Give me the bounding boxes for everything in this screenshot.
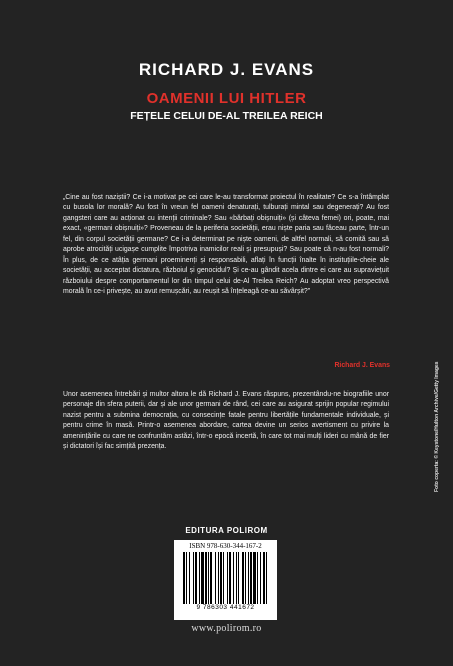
book-description: Unor asemenea întrebări și multor altora le dă Richard J. Evans răspuns, prezentându-ne biografiile unor personaje din sfera puterii, dar și ale unor germani de rând, cei care au asigurat sprijin popular regimului nazist pentru a submina democrația, cu consecințe fatale pentru libertățile fundamentale individuale, și pentru crime în masă. Printr-o asemenea abordare, cartea devine un serios avertisment cu privire la amenințările cu care ne confruntăm astăzi, într-o epocă incertă, în care tot mai mulți lideri cu mână de fier și dictatori își fac simțită prezența. xyxy=(63,391,389,451)
isbn-barcode xyxy=(174,540,277,620)
photo-credit: Foto coperta: © Keystone/Hulton Archive/Getty Images xyxy=(434,361,440,492)
publisher-website: www.polirom.ro xyxy=(191,623,262,634)
author-quote: „Cine au fost naziștii? Ce i-a motivat pe cei care le-au transformat proiectul în realitate? Ce s-a întâmplat cu busola lor morală? Au fost în vreun fel oameni denaturați, tulburați mintal sau degenerați? Au fost gangsteri care au acționat cu intenții criminale? Sau «bărbați obișnuiți» (și câteva femei) ori, poate, mai exact, «germani obișnuiți»? Proveneau de la periferia societății, erau niște paria sau făceau parte, într-un fel, din corpul societății germane? Ce i-a determinat pe niște oameni, de altfel normali, să comită sau să aprobe atrocități ucigașe cumplite împotriva inamicilor reali și presupuși? Sau poate că n-au fost normali? În plus, de ce atâția germani proeminenți și responsabili, aflați în funcții înalte în instituțiile-cheie ale societății, au acceptat dictatura, războiul și genocidul? Și ce-au gândit acela dintre ei care au supraviețuit războiului despre comportamentul lor din timpul celui de-Al Treilea Reich? Au adoptat vreo perspectivă morală în ce-i privește, au avut remușcări, au reușit să înțeleagă ce-au săvârșit?” xyxy=(63,194,389,296)
barcode-digits: 9 786303 441672 xyxy=(196,604,255,611)
isbn-number: ISBN 978-630-344-167-2 xyxy=(189,542,262,550)
quote-attribution: Richard J. Evans xyxy=(334,362,390,369)
publisher-name: EDITURA POLIROM xyxy=(185,526,268,535)
book-title: OAMENII LUI HITLER xyxy=(146,90,307,107)
author-name: RICHARD J. EVANS xyxy=(138,60,315,79)
book-subtitle: FEȚELE CELUI DE-AL TREILEA REICH xyxy=(130,110,323,122)
barcode-bars xyxy=(181,552,271,604)
